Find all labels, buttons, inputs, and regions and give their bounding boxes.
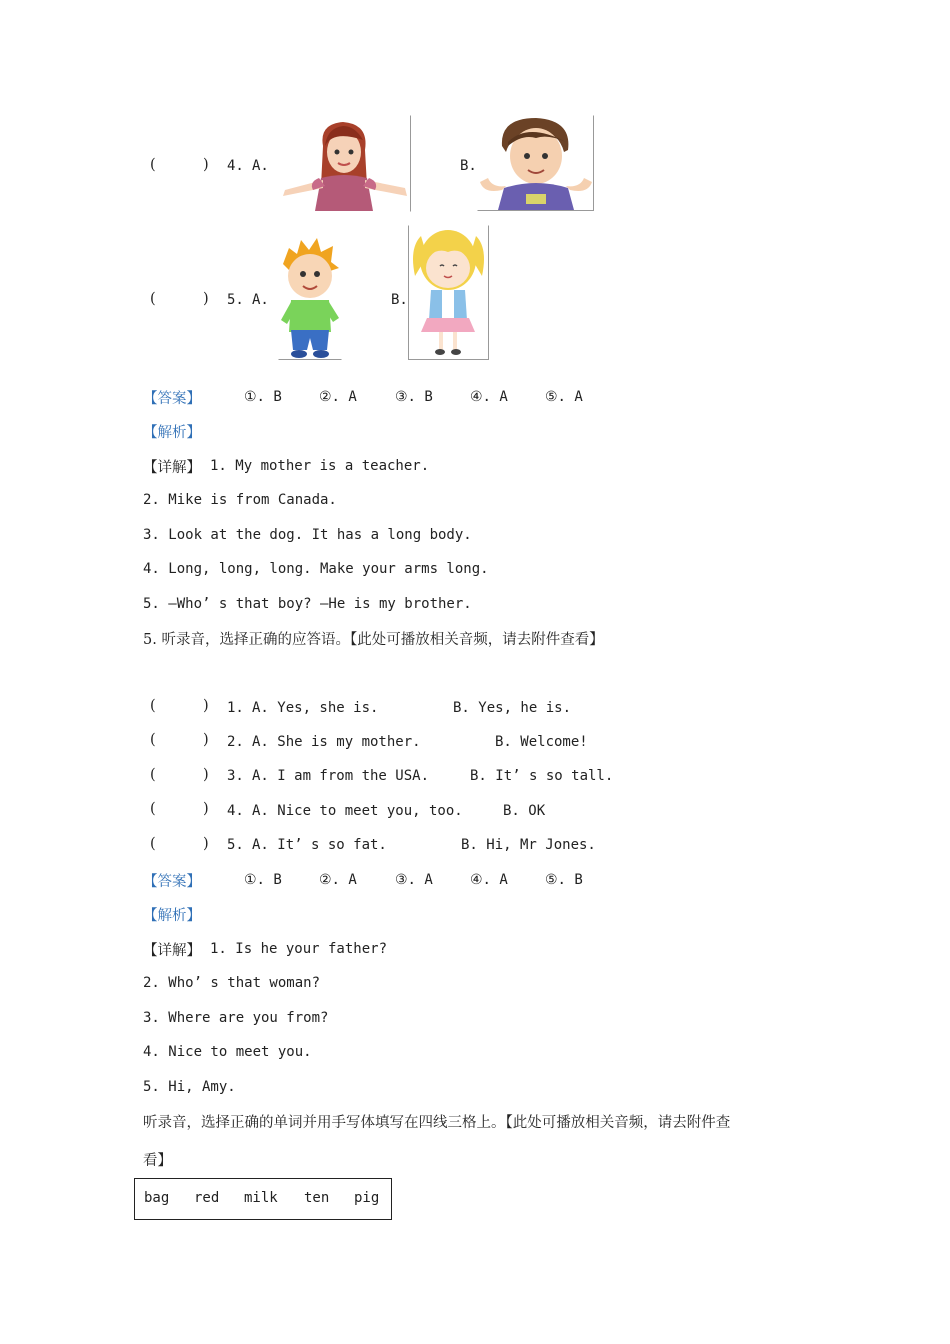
- option-a: A. I am from the USA.: [252, 768, 430, 784]
- answer-item: ③. A: [395, 872, 433, 888]
- question-number: 5.: [227, 837, 244, 853]
- answer-paren-close: ): [203, 732, 209, 748]
- answer-paren-close: ): [203, 698, 209, 714]
- answer-item: ①. B: [244, 872, 282, 888]
- answer-item: ⑤. B: [545, 872, 583, 888]
- detail-line: 2. Who’ s that woman?: [143, 975, 321, 991]
- answer-item: ④. A: [470, 389, 508, 405]
- question-number: 1.: [227, 700, 244, 716]
- answer-paren-close: ): [203, 291, 209, 307]
- detail-line: 1. Is he your father?: [210, 941, 388, 957]
- option-b-label: B.: [391, 292, 408, 308]
- question-number: 2.: [227, 734, 244, 750]
- option-a: A. She is my mother.: [252, 734, 421, 750]
- word-bank-item: ten: [304, 1190, 330, 1206]
- answer-item: ②. A: [319, 872, 357, 888]
- word-bank-item: pig: [354, 1190, 380, 1206]
- detail-line: 5. Hi, Amy.: [143, 1079, 236, 1095]
- answer-paren-open: (: [150, 698, 156, 714]
- detail-line: 4. Nice to meet you.: [143, 1044, 312, 1060]
- boy-shrugging-picture: [477, 115, 594, 211]
- detail-line: 1. My mother is a teacher.: [210, 458, 430, 474]
- question-number: 4.: [227, 803, 244, 819]
- cartoon-boy-picture: [278, 237, 342, 360]
- option-b: B. Welcome!: [495, 734, 588, 750]
- word-bank-item: milk: [244, 1190, 278, 1206]
- word-bank-box: [134, 1178, 392, 1220]
- answer-paren-open: (: [150, 291, 156, 307]
- answer-paren-open: (: [150, 732, 156, 748]
- option-a: A. Nice to meet you, too.: [252, 803, 463, 819]
- answer-paren-close: ): [203, 157, 209, 173]
- option-a-label: A.: [252, 292, 269, 308]
- section-instruction-continued: 看】: [143, 1153, 172, 1169]
- question-number: 4.: [227, 158, 244, 174]
- question-number: 5.: [227, 292, 244, 308]
- analysis-label: 【解析】: [143, 908, 201, 924]
- analysis-label: 【解析】: [143, 425, 201, 441]
- option-a-label: A.: [252, 158, 269, 174]
- detail-line: 3. Where are you from?: [143, 1010, 329, 1026]
- answer-label: 【答案】: [143, 391, 201, 407]
- word-bank-item: bag: [144, 1190, 170, 1206]
- answer-item: ②. A: [319, 389, 357, 405]
- section-instruction: 听录音，选择正确的单词并用手写体填写在四线三格上。【此处可播放相关音频，请去附件查: [143, 1115, 731, 1131]
- answer-item: ①. B: [244, 389, 282, 405]
- detail-label: 【详解】: [143, 943, 201, 959]
- girl-arms-open-picture: [278, 115, 411, 212]
- option-b: B. It’ s so tall.: [470, 768, 614, 784]
- option-b-label: B.: [460, 158, 477, 174]
- answer-paren-open: (: [150, 836, 156, 852]
- answer-paren-close: ): [203, 836, 209, 852]
- option-b: B. OK: [503, 803, 546, 819]
- detail-line: 2. Mike is from Canada.: [143, 492, 337, 508]
- detail-line: 3. Look at the dog. It has a long body.: [143, 527, 472, 543]
- option-a: A. Yes, she is.: [252, 700, 379, 716]
- question-number: 3.: [227, 768, 244, 784]
- answer-paren-open: (: [150, 801, 156, 817]
- option-a: A. It’ s so fat.: [252, 837, 387, 853]
- section-instruction: 5. 听录音，选择正确的应答语。【此处可播放相关音频，请去附件查看】: [143, 632, 604, 648]
- detail-line: 5. —Who’ s that boy? —He is my brother.: [143, 596, 472, 612]
- answer-label: 【答案】: [143, 874, 201, 890]
- option-b: B. Hi, Mr Jones.: [461, 837, 596, 853]
- detail-label: 【详解】: [143, 460, 201, 476]
- answer-paren-open: (: [150, 767, 156, 783]
- answer-paren-close: ): [203, 767, 209, 783]
- answer-paren-open: (: [150, 157, 156, 173]
- detail-line: 4. Long, long, long. Make your arms long.: [143, 561, 489, 577]
- answer-item: ③. B: [395, 389, 433, 405]
- word-bank-item: red: [194, 1190, 220, 1206]
- answer-paren-close: ): [203, 801, 209, 817]
- option-b: B. Yes, he is.: [453, 700, 572, 716]
- cartoon-girl-pigtails-picture: [408, 225, 489, 360]
- answer-item: ④. A: [470, 872, 508, 888]
- answer-item: ⑤. A: [545, 389, 583, 405]
